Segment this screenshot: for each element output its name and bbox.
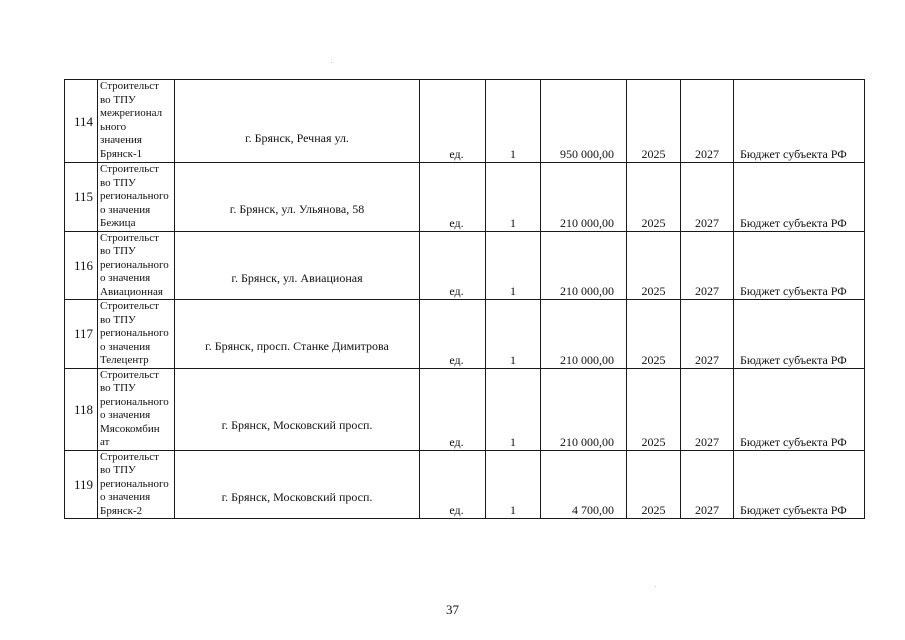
project-name-line: ат [100,436,110,448]
projects-table [64,79,865,519]
project-name-line: Мясокомбин [100,422,160,435]
quantity-cell: 1 [486,231,541,300]
table-row [65,231,865,300]
funding-source-cell: Бюджет субъекта РФ [734,300,865,369]
quantity-cell: 1 [486,300,541,369]
funding-source-cell: Бюджет субъекта РФ [734,80,865,163]
project-name-line: во ТПУ [100,93,136,106]
cost-cell: 950 000,00 [541,80,627,163]
unit-cell: ед. [420,300,486,369]
project-name-line: Строительст [100,80,159,92]
row-number: 119 [65,450,98,519]
project-name [98,80,175,163]
cost-cell: 210 000,00 [541,368,627,450]
project-name-line: регионального [100,395,169,408]
end-year-cell: 2027 [681,450,734,519]
project-name-line: Авиационная [100,285,163,298]
end-year-cell: 2027 [681,231,734,300]
project-name-line: Строительст [100,300,159,312]
table-row [65,368,865,450]
start-year-cell: 2025 [627,231,681,300]
row-number: 115 [65,163,98,232]
unit-cell: ед. [420,163,486,232]
project-name-line: Брянск-2 [100,504,143,517]
funding-source-cell: Бюджет субъекта РФ [734,231,865,300]
table-row [65,450,865,519]
quantity-cell: 1 [486,368,541,450]
unit-cell: ед. [420,231,486,300]
project-name-line: о значения [100,491,151,503]
cost-cell: 210 000,00 [541,300,627,369]
project-name-line: во ТПУ [100,176,136,189]
end-year-cell: 2027 [681,163,734,232]
project-name-line: во ТПУ [100,313,136,326]
table-row [65,163,865,232]
funding-source-cell: Бюджет субъекта РФ [734,368,865,450]
start-year-cell: 2025 [627,300,681,369]
project-name-line: ьного [100,120,127,133]
project-name-line: во ТПУ [100,245,136,257]
project-name-line: Строительст [100,163,159,175]
start-year-cell: 2025 [627,80,681,163]
project-name-line: о значения [100,203,151,216]
cost-cell: 210 000,00 [541,231,627,300]
project-name-line: о значения [100,409,151,421]
project-address: г. Брянск, просп. Станке Димитрова [175,300,420,369]
row-number: 114 [65,80,98,163]
project-name-line: во ТПУ [100,382,136,394]
quantity-cell: 1 [486,450,541,519]
project-name-line: Брянск-1 [100,147,143,160]
start-year-cell: 2025 [627,163,681,232]
start-year-cell: 2025 [627,450,681,519]
row-number: 118 [65,368,98,450]
project-name [98,231,175,300]
quantity-cell: 1 [486,163,541,232]
project-name-line: Строительст [100,231,159,244]
project-name-line: регионального [100,190,169,202]
unit-cell: ед. [420,368,486,450]
project-address: г. Брянск, ул. Ульянова, 58 [175,163,420,232]
funding-source-cell: Бюджет субъекта РФ [734,450,865,519]
project-address: г. Брянск, ул. Авиационая [175,231,420,300]
project-name [98,163,175,232]
project-name-line: Телецентр [100,354,149,366]
project-name-line: регионального [100,327,169,339]
row-number: 116 [65,231,98,300]
project-name [98,450,175,519]
page-number: 37 [446,602,459,617]
project-name-line: о значения [100,340,151,353]
unit-cell: ед. [420,80,486,163]
project-address: г. Брянск, Московский просп. [175,368,420,450]
project-name-line: регионального [100,477,169,490]
project-name-line: Строительст [100,450,159,463]
project-name-line: регионального [100,258,169,271]
quantity-cell: 1 [486,80,541,163]
project-address: г. Брянск, Речная ул. [175,80,420,163]
scan-speck [655,586,656,587]
project-name-line: о значения [100,272,151,284]
project-name [98,368,175,450]
project-address: г. Брянск, Московский просп. [175,450,420,519]
table-row [65,300,865,369]
end-year-cell: 2027 [681,368,734,450]
project-name-line: значения [100,134,142,146]
cost-cell: 210 000,00 [541,163,627,232]
table-body [65,80,865,519]
project-name [98,300,175,369]
funding-source-cell: Бюджет субъекта РФ [734,163,865,232]
cost-cell: 4 700,00 [541,450,627,519]
end-year-cell: 2027 [681,80,734,163]
project-name-line: межрегионал [100,107,163,119]
scan-speck [331,62,332,63]
end-year-cell: 2027 [681,300,734,369]
unit-cell: ед. [420,450,486,519]
project-name-line: Строительст [100,368,159,381]
start-year-cell: 2025 [627,368,681,450]
project-name-line: во ТПУ [100,464,136,476]
row-number: 117 [65,300,98,369]
project-name-line: Бежица [100,217,136,229]
table-row [65,80,865,163]
